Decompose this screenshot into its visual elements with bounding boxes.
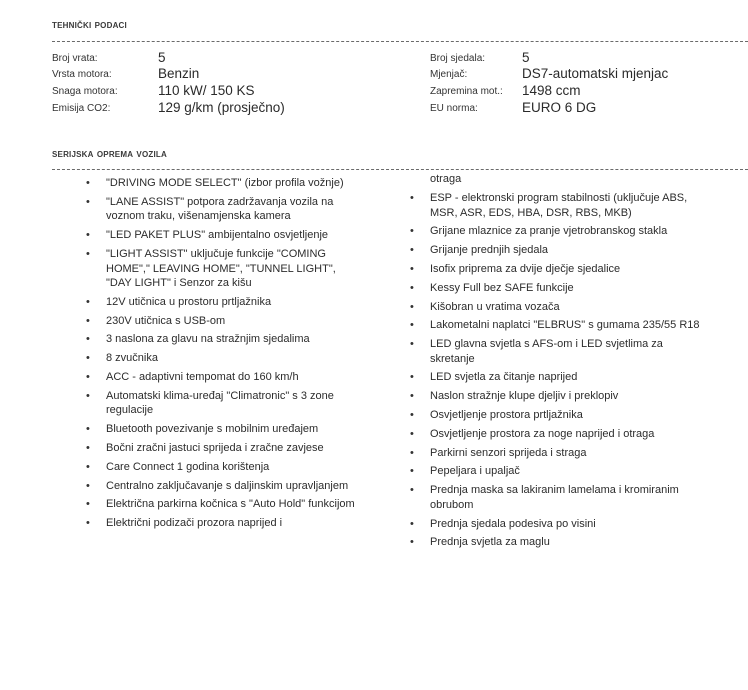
equipment-item: • 3 naslona za glavu na stražnjim sjedalima bbox=[86, 332, 356, 347]
equipment-item: • Grijanje prednjih sjedala bbox=[410, 243, 700, 258]
spec-value: 5 bbox=[522, 50, 530, 65]
equipment-item: • "DRIVING MODE SELECT" (izbor profila vožnje) bbox=[86, 176, 356, 191]
equipment-item: • Prednja maska sa lakiranim lamelama i kromiranim obrubom bbox=[410, 483, 700, 512]
spec-label: Zapremina mot.: bbox=[430, 86, 503, 97]
spec-label: Broj sjedala: bbox=[430, 53, 486, 64]
equipment-item: • 12V utičnica u prostoru prtljažnika bbox=[86, 295, 356, 310]
spec-label: Broj vrata: bbox=[52, 53, 98, 64]
equipment-item: • "LED PAKET PLUS" ambijentalno osvjetljenje bbox=[86, 228, 356, 243]
equipment-item-continuation: otraga bbox=[430, 173, 462, 185]
spec-value: EURO 6 DG bbox=[522, 100, 597, 115]
equipment-item: • Prednja svjetla za maglu bbox=[410, 535, 700, 550]
equipment-item: • Automatski klima-uređaj "Climatronic" s 3 zone regulacije bbox=[86, 389, 356, 418]
spec-label: Snaga motora: bbox=[52, 86, 118, 97]
equipment-item: • Osvjetljenje prostora za noge naprijed i otraga bbox=[410, 427, 700, 442]
equipment-item: • ACC - adaptivni tempomat do 160 km/h bbox=[86, 370, 356, 385]
spec-value: Benzin bbox=[158, 66, 200, 81]
equipment-item: • Grijane mlaznice za pranje vjetrobranskog stakla bbox=[410, 224, 700, 239]
equipment-item: • Osvjetljenje prostora prtljažnika bbox=[410, 408, 700, 423]
spec-value: 129 g/km (prosječno) bbox=[158, 100, 285, 115]
equipment-item: • LED svjetla za čitanje naprijed bbox=[410, 370, 700, 385]
equipment-item: • Kišobran u vratima vozača bbox=[410, 300, 700, 315]
equipment-item: • Bočni zračni jastuci sprijeda i zračne zavjese bbox=[86, 441, 356, 456]
equipment-item: • Parkirni senzori sprijeda i straga bbox=[410, 446, 700, 461]
equipment-item: • LED glavna svjetla s AFS-om i LED svjetlima za skretanje bbox=[410, 337, 700, 366]
spec-label: Vrsta motora: bbox=[52, 69, 112, 80]
spec-value: DS7-automatski mjenjac bbox=[522, 66, 669, 81]
technical-data-heading: tehnički podaci bbox=[52, 19, 127, 31]
equipment-item: • Care Connect 1 godina korištenja bbox=[86, 460, 356, 475]
equipment-item: • Prednja sjedala podesiva po visini bbox=[410, 517, 700, 532]
spec-label: Emisija CO2: bbox=[52, 103, 111, 114]
equipment-item: • Naslon stražnje klupe djeljiv i preklopiv bbox=[410, 389, 700, 404]
equipment-heading: serijska oprema vozila bbox=[52, 148, 167, 160]
spec-value: 110 kW/ 150 KS bbox=[158, 83, 255, 98]
equipment-item: • Pepeljara i upaljač bbox=[410, 464, 700, 479]
equipment-item: • 8 zvučnika bbox=[86, 351, 356, 366]
equipment-item: • Isofix priprema za dvije dječje sjedalice bbox=[410, 262, 700, 277]
equipment-item: • ESP - elektronski program stabilnosti (uključuje ABS, MSR, ASR, EDS, HBA, DSR, RBS, MKB) bbox=[410, 191, 700, 220]
equipment-item: • Električna parkirna kočnica s "Auto Hold" funkcijom bbox=[86, 497, 356, 512]
spec-label: EU norma: bbox=[430, 103, 478, 114]
equipment-item: • Kessy Full bez SAFE funkcije bbox=[410, 281, 700, 296]
equipment-list-left bbox=[86, 176, 356, 535]
equipment-item: • Bluetooth povezivanje s mobilnim uređajem bbox=[86, 422, 356, 437]
equipment-item: • Električni podizači prozora naprijed i bbox=[86, 516, 356, 531]
equipment-item: • "LIGHT ASSIST" uključuje funkcije "COMING HOME"," LEAVING HOME", "TUNNEL LIGHT", "DAY LIGHT" i Senzor za kišu bbox=[86, 247, 356, 291]
spec-value: 5 bbox=[158, 50, 166, 65]
equipment-divider bbox=[52, 169, 748, 170]
equipment-item: • Centralno zaključavanje s daljinskim upravljanjem bbox=[86, 479, 356, 494]
equipment-item: • 230V utičnica s USB-om bbox=[86, 314, 356, 329]
spec-value: 1498 ccm bbox=[522, 83, 581, 98]
spec-label: Mjenjač: bbox=[430, 69, 468, 80]
equipment-item: • "LANE ASSIST" potpora zadržavanja vozila na voznom traku, višenamjenska kamera bbox=[86, 195, 356, 224]
equipment-list-right bbox=[410, 191, 700, 554]
equipment-item: • Lakometalni naplatci "ELBRUS" s gumama 235/55 R18 bbox=[410, 318, 700, 333]
technical-data-divider bbox=[52, 41, 748, 42]
